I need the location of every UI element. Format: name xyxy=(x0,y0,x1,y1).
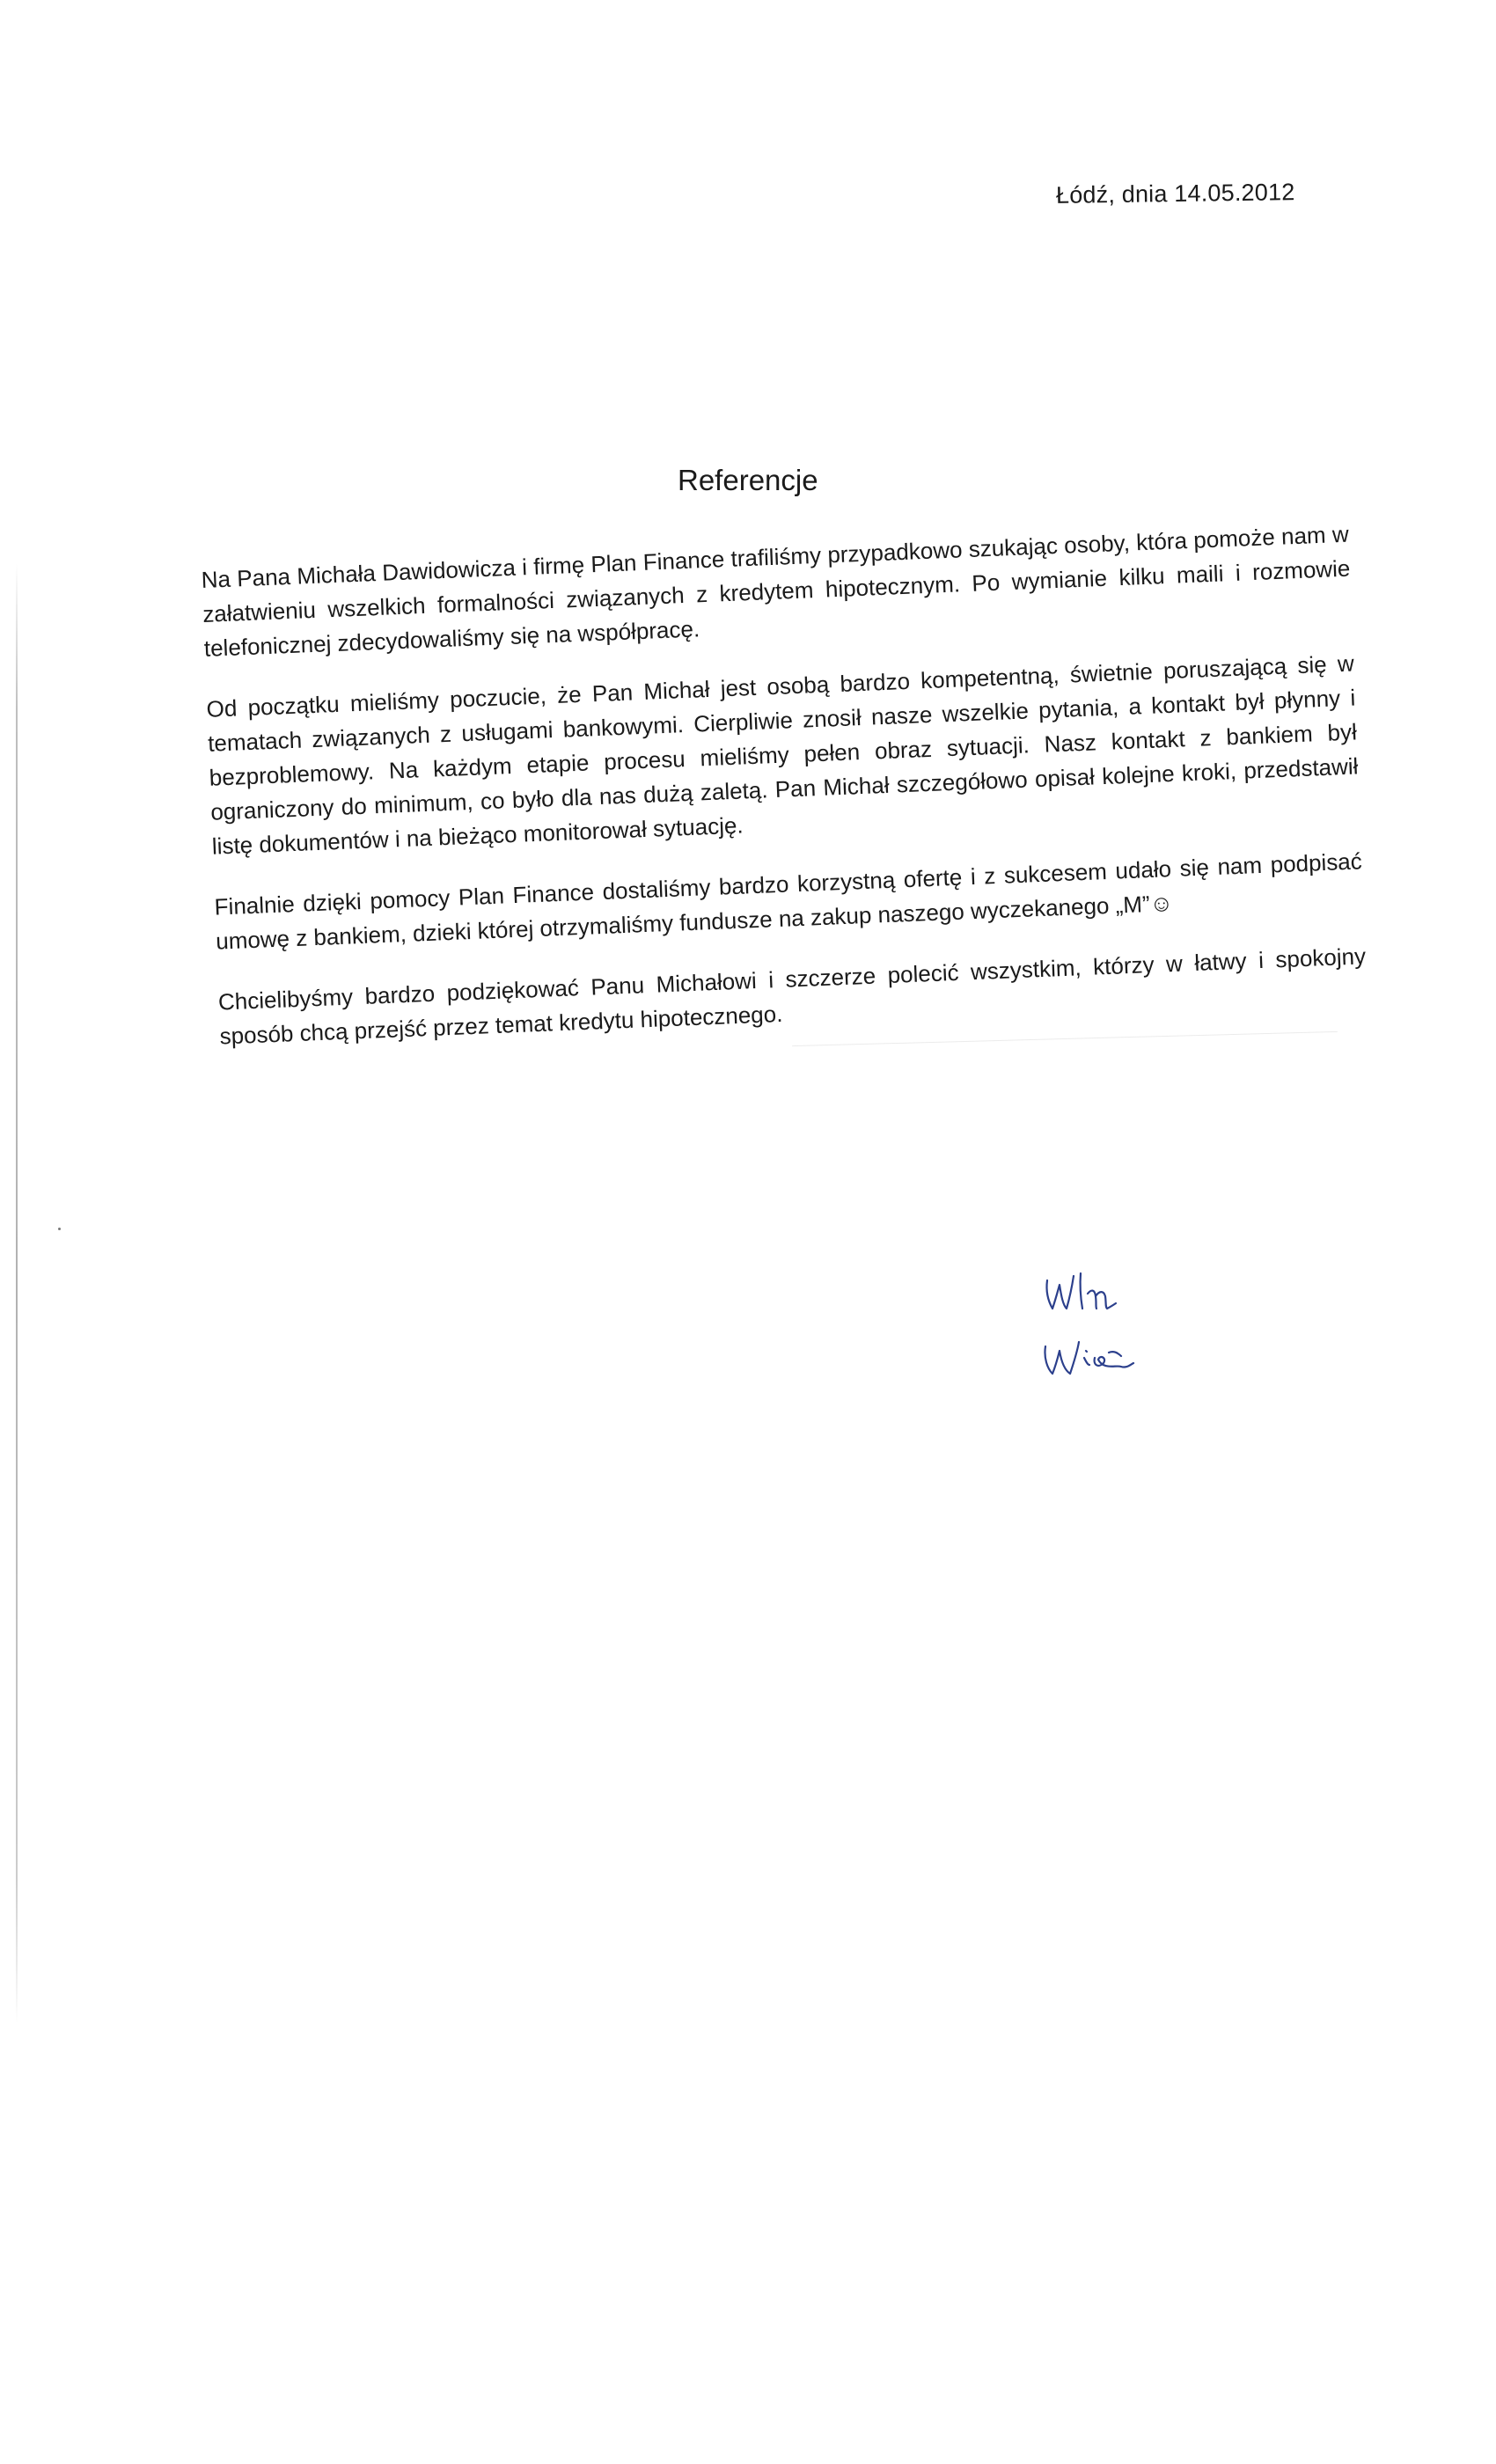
signature-drawing xyxy=(1030,1254,1162,1404)
paragraph-2: Od początku mieliśmy poczucie, że Pan Michał jest osobą bardzo kompetentną, świetnie poruszającą się w tematach związanych z usługami bankowymi. Cierpliwie znosił nasze wszelkie pytania, a kontakt był płynny i bezproblemowy. Na każdym etapie procesu mieliśmy pełen obraz sytuacji. Nasz kontakt z bankiem był ograniczony do minimum, co było dla nas dużą zaletą. Pan Michał szczegółowo opisał kolejne kroki, przedstawił listę dokumentów i na bieżąco monitorował sytuację. xyxy=(206,649,1359,860)
paragraph-3: Finalnie dzięki pomocy Plan Finance dostaliśmy bardzo korzystną ofertę i z sukcesem udało się nam podpisać umowę z bankiem, dzieki której otrzymaliśmy fundusze na zakup naszego wyczekanego „M”☺ xyxy=(214,847,1363,955)
handwritten-signatures xyxy=(1030,1254,1162,1404)
letter-body xyxy=(201,517,1369,1081)
paragraph-4: Chcielibyśmy bardzo podziękować Panu Michałowi i szczerze polecić wszystkim, którzy w łatwy i spokojny sposób chcą przejść przez temat kredytu hipotecznego. xyxy=(217,942,1367,1050)
place-and-date: Łódź, dnia 14.05.2012 xyxy=(1055,179,1295,209)
scan-speck xyxy=(58,1228,61,1230)
paragraph-1: Na Pana Michała Dawidowicza i firmę Plan Finance trafiliśmy przypadkowo szukając osoby, która pomoże nam w załatwieniu wszelkich formalności związanych z kredytem hipotecznym. Po wymianie kilku maili i rozmowie telefonicznej zdecydowaliśmy się na współpracę. xyxy=(201,520,1351,662)
document-title: Referencje xyxy=(678,464,818,496)
scan-edge-shadow xyxy=(16,563,18,2024)
